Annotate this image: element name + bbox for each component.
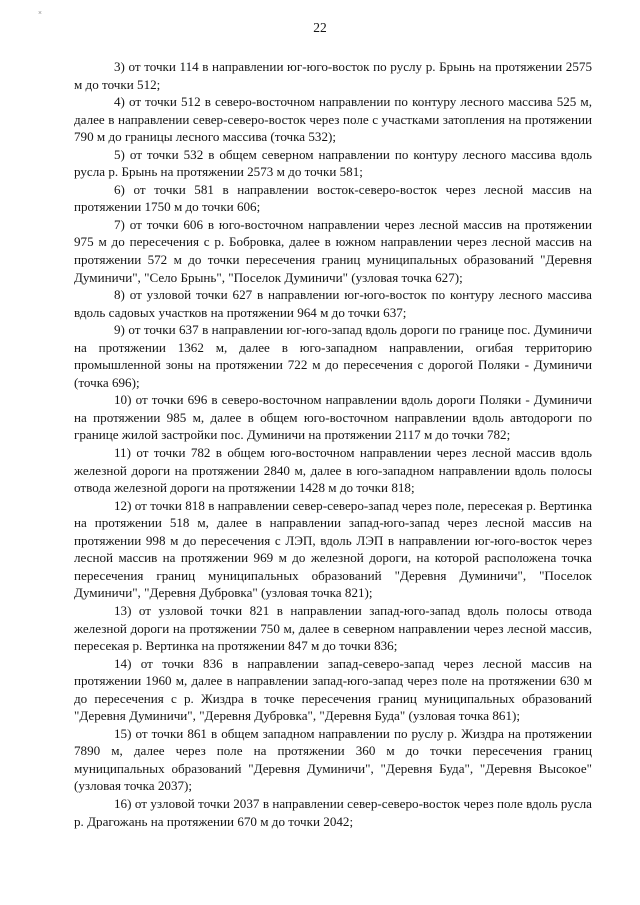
boundary-paragraph: 12) от точки 818 в направлении север-северо-запад через поле, пересекая р. Вертинка на протяжении 518 м, далее в направлении запад-юго-запад через лесной массив на протяжении 998 м до пересечения с ЛЭП, вдоль ЛЭП в направлении юг-юго-восток через лесной массив на протяжении 969 м до железной дороги, на которой расположена точка пересечения границ муниципальных образований "Деревня Думиничи", "Поселок Думиничи", "Деревня Дубровка" (узловая точка 821); bbox=[74, 497, 592, 601]
scan-artifact-mark: × bbox=[38, 9, 42, 17]
boundary-paragraph: 10) от точки 696 в северо-восточном направлении вдоль дороги Поляки - Думиничи на протяжении 985 м, далее в общем юго-восточном направлении вдоль автодороги по границе жилой застройки пос. Думиничи на протяжении 2117 м до точки 782; bbox=[74, 392, 592, 443]
boundary-paragraph: 5) от точки 532 в общем северном направлении по контуру лесного массива вдоль русла р. Брынь на протяжении 2573 м до точки 581; bbox=[74, 146, 592, 180]
boundary-paragraph: 7) от точки 606 в юго-восточном направлении через лесной массив на протяжении 975 м до пересечения с р. Бобровка, далее в южном направлении через лесной массив на протяжении 572 м до точки пересечения границ муниципальных образований "Деревня Думиничи", "Село Брынь", "Поселок Думиничи" (узловая точка 627); bbox=[74, 216, 592, 285]
boundary-paragraph: 15) от точки 861 в общем западном направлении по руслу р. Жиздра на протяжении 7890 м, далее через поле на протяжении 360 м до точки пересечения границ муниципальных образований "Деревня Думиничи", "Деревня Буда", "Деревня Высокое" (узловая точка 2037); bbox=[74, 725, 592, 794]
boundary-paragraph: 6) от точки 581 в направлении восток-северо-восток через лесной массив на протяжении 1750 м до точки 606; bbox=[74, 181, 592, 215]
boundary-paragraph: 11) от точки 782 в общем юго-восточном направлении через лесной массив вдоль железной дороги на протяжении 2840 м, далее в юго-западном направлении вдоль полосы отвода железной дороги на протяжении 1428 м до точки 818; bbox=[74, 445, 592, 496]
boundary-paragraph: 9) от точки 637 в направлении юг-юго-запад вдоль дороги по границе пос. Думиничи на протяжении 1362 м, далее в юго-западном направлении, огибая территорию промышленной зоны на протяжении 722 м до пересечения с дорогой Поляки - Думиничи (точка 696); bbox=[74, 322, 592, 390]
boundary-paragraph: 8) от узловой точки 627 в направлении юг-юго-восток по контуру лесного массива вдоль садовых участков на протяжении 964 м до точки 637; bbox=[74, 287, 592, 320]
boundary-paragraph: 13) от узловой точки 821 в направлении запад-юго-запад вдоль полосы отвода железной дороги на протяжении 750 м, далее в северном направлении через лесной массив, пересекая р. Вертинка на протяжении 847 м до точки 836; bbox=[74, 602, 592, 654]
boundary-paragraph: 16) от узловой точки 2037 в направлении север-северо-восток через поле вдоль русла р. Драгожань на протяжении 670 м до точки 2042; bbox=[74, 795, 592, 829]
boundary-paragraph: 4) от точки 512 в северо-восточном направлении по контуру лесного массива 525 м, далее в направлении север-северо-восток через поле с участками затопления на протяжении 790 м до границы лесного массива (точка 532); bbox=[74, 94, 592, 145]
document-body bbox=[74, 58, 592, 830]
page-number: 22 bbox=[313, 20, 327, 35]
boundary-paragraph: 14) от точки 836 в направлении запад-северо-запад через лесной массив на протяжении 1960 м, далее в направлении запад-юго-запад через поле на протяжении 630 м до пересечения с р. Жиздра в точке пересечения границ муниципальных образований "Деревня Думиничи", "Деревня Дубровка", "Деревня Буда" (узловая точка 861); bbox=[74, 655, 592, 724]
boundary-paragraph: 3) от точки 114 в направлении юг-юго-восток по руслу р. Брынь на протяжении 2575 м до точки 512; bbox=[74, 59, 592, 92]
